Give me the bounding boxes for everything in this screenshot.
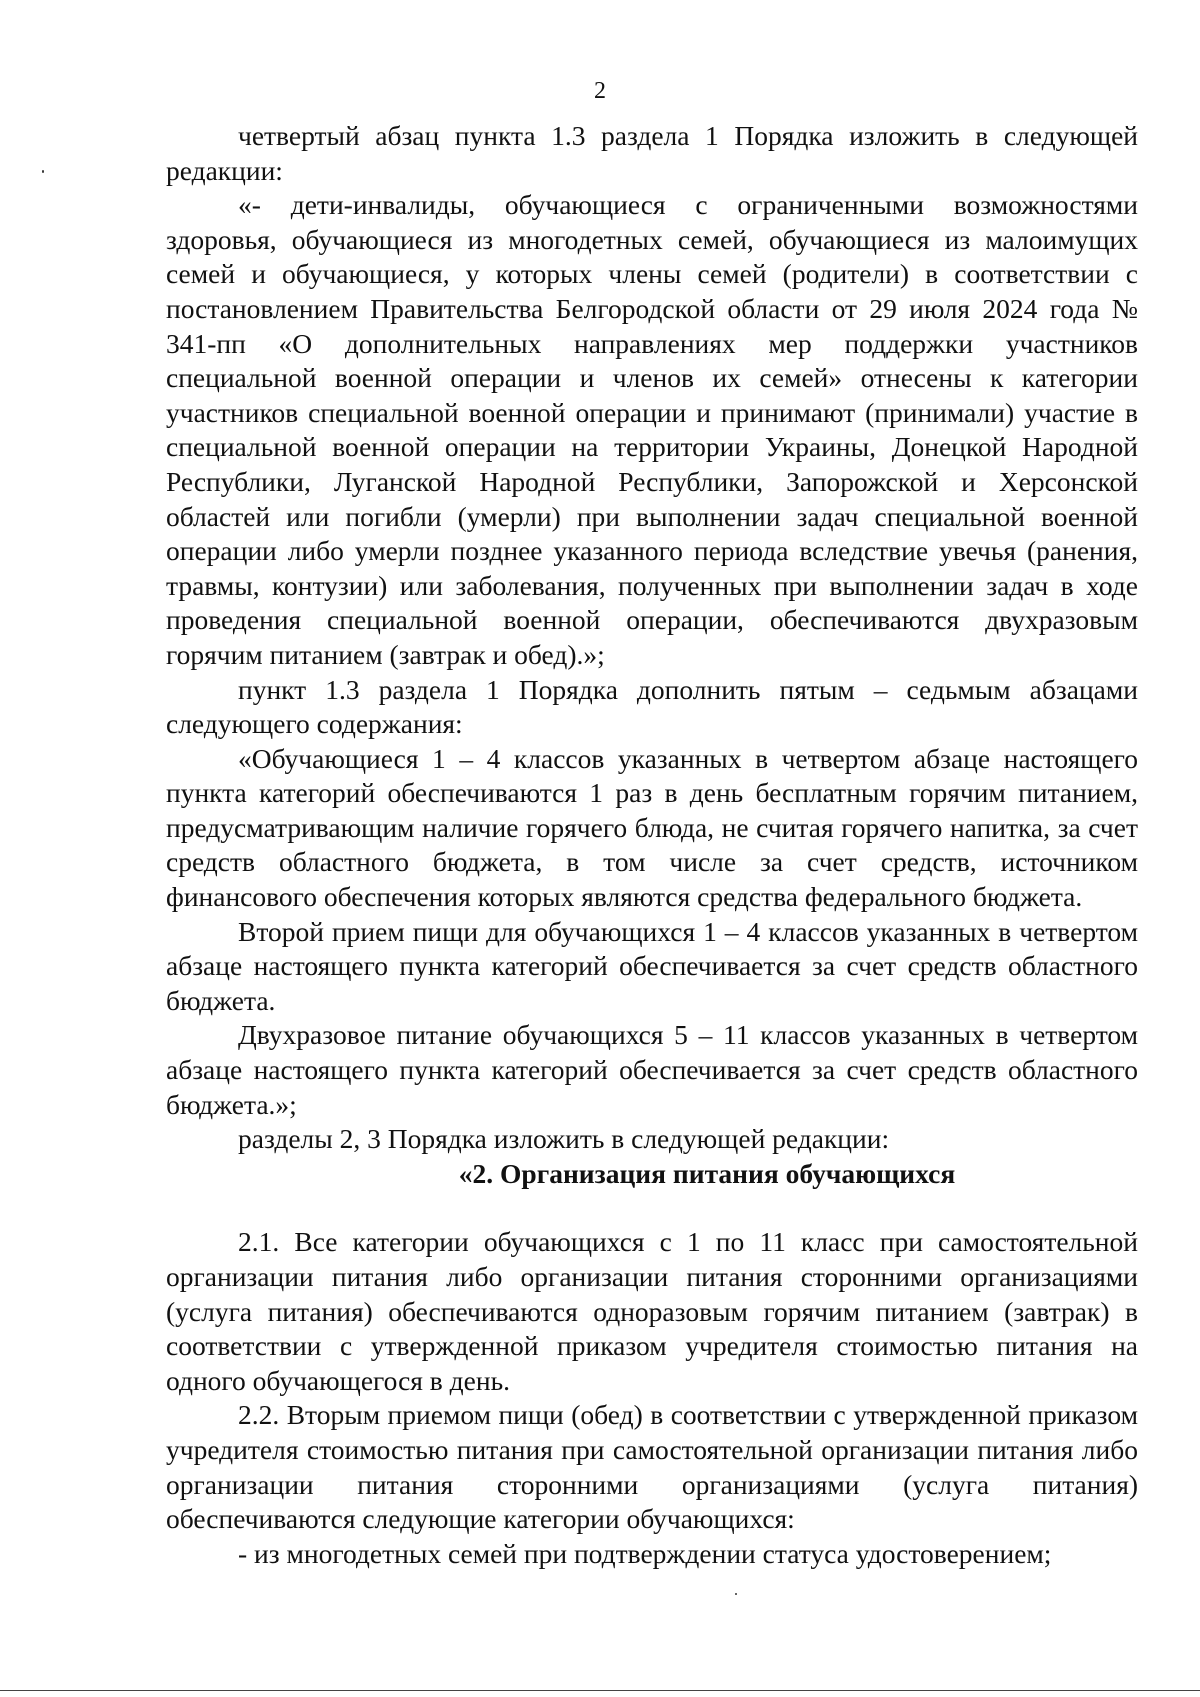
paragraph-6: Двухразовое питание обучающихся 5 – 11 классов указанных в четвертом абзаце настоящего пункта категорий обеспечивается за счет средств областного бюджета.»; bbox=[166, 1019, 1138, 1120]
scan-speck bbox=[735, 1593, 737, 1595]
document-body bbox=[166, 119, 1138, 1571]
paragraph-2-quote: «- дети-инвалиды, обучающиеся с ограниченными возможностями здоровья, обучающиеся из многодетных семей, обучающиеся из малоимущих семей и обучающиеся, у которых члены семей (родители) в соответствии с постановлением Правительства Белгородской области от 29 июля 2024 года № 341-пп «О дополнительных направлениях мер поддержки участников специальной военной операции и членов их семей» отнесены к категории участников специальной военной операции и принимают (принимали) участие в специальной военной операции на территории Украины, Донецкой Народной Республики, Луганской Народной Республики, Запорожской и Херсонской областей или погибли (умерли) при выполнении задач специальной военной операции либо умерли позднее указанного периода вследствие увечья (ранения, травмы, контузии) или заболевания, полученных при выполнении задач в ходе проведения специальной военной операции, обеспечиваются двухразовым горячим питанием (завтрак и обед).»; bbox=[166, 189, 1138, 670]
paragraph-3: пункт 1.3 раздела 1 Порядка дополнить пятым – седьмым абзацами следующего содержания: bbox=[166, 673, 1138, 740]
list-item-large-families: - из многодетных семей при подтверждении статуса удостоверением; bbox=[238, 1537, 1052, 1569]
scan-edge-line bbox=[0, 1690, 1200, 1691]
section-gap bbox=[166, 1191, 1138, 1225]
scan-speck bbox=[42, 170, 44, 173]
paragraph-4-quote: «Обучающиеся 1 – 4 классов указанных в четвертом абзаце настоящего пункта категорий обеспечиваются 1 раз в день бесплатным горячим питанием, предусматривающим наличие горячего блюда, не считая горячего напитка, за счет средств областного бюджета, в том числе за счет средств, источником финансового обеспечения которых являются средства федерального бюджета. bbox=[166, 742, 1138, 913]
paragraph-5: Второй прием пищи для обучающихся 1 – 4 классов указанных в четвертом абзаце настоящего пункта категорий обеспечивается за счет средств областного бюджета. bbox=[166, 915, 1138, 1016]
paragraph-2-2: 2.2. Вторым приемом пищи (обед) в соответствии с утвержденной приказом учредителя стоимостью питания при самостоятельной организации питания либо организации питания сторонними организациями (услуга питания) обеспечиваются следующие категории обучающихся: bbox=[166, 1399, 1138, 1535]
paragraph-7: разделы 2, 3 Порядка изложить в следующей редакции: bbox=[238, 1123, 890, 1155]
page-number: 2 bbox=[594, 78, 606, 104]
paragraph-2-1: 2.1. Все категории обучающихся с 1 по 11 класс при самостоятельной организации питания либо организации питания сторонними организациями (услуга питания) обеспечиваются одноразовым горячим питанием (завтрак) в соответствии с утвержденной приказом учредителя стоимостью питания на одного обучающегося в день. bbox=[166, 1226, 1138, 1396]
paragraph-1: четвертый абзац пункта 1.3 раздела 1 Порядка изложить в следующей редакции: bbox=[166, 120, 1138, 186]
section-heading: «2. Организация питания обучающихся bbox=[458, 1157, 956, 1189]
